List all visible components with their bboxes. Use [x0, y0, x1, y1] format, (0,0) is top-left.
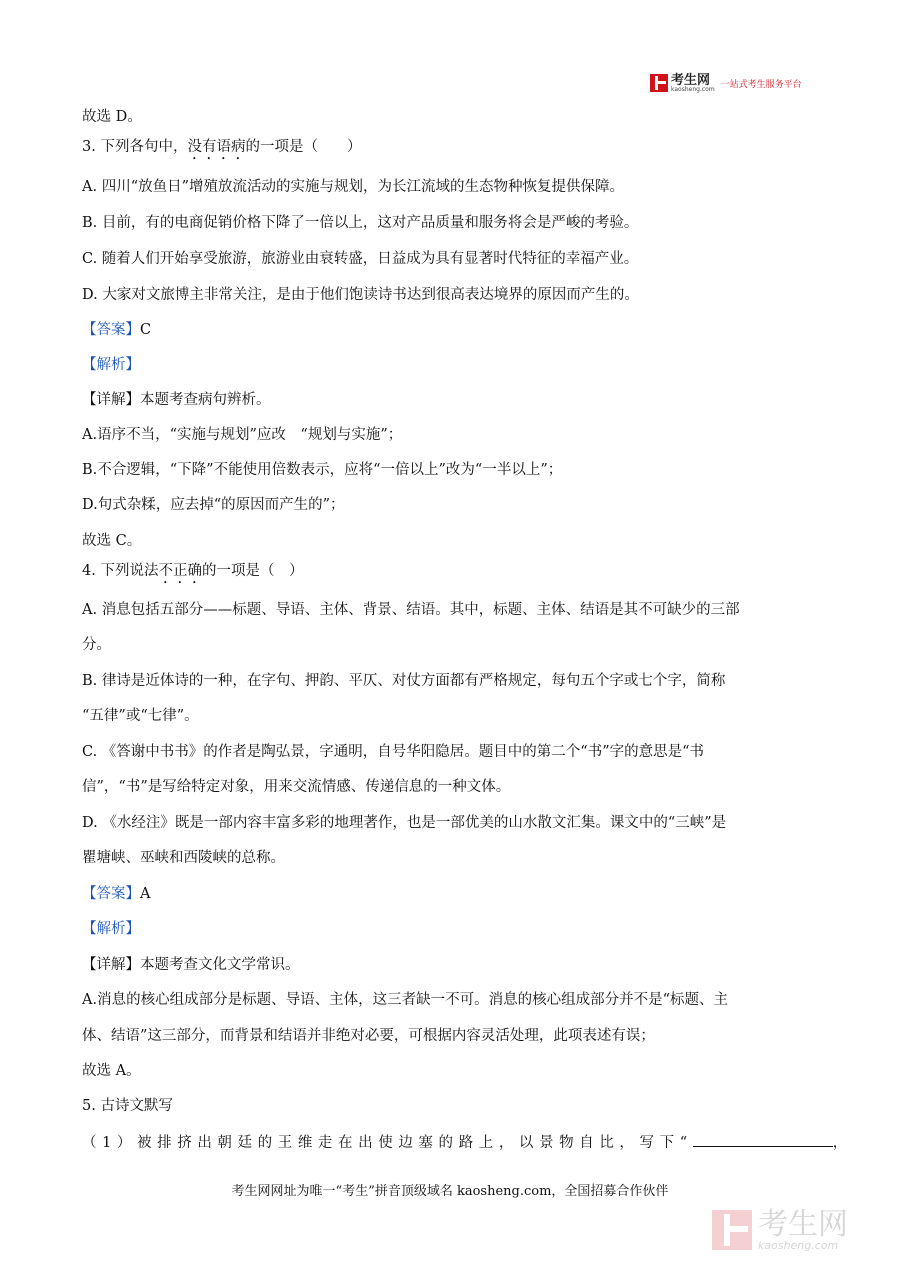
option-a: A. 四川“放鱼日”增殖放流活动的实施与规划，为长江流域的生态物种恢复提供保障。 [82, 179, 625, 195]
option-b-cont: “五律”或“七律”。 [82, 708, 199, 724]
answer-tag: 【答案】 [82, 886, 140, 902]
explanation-d: D.句式杂糅，应去掉“的原因而产生的”； [82, 497, 345, 513]
option-a: A. 消息包括五部分——标题、导语、主体、背景、结语。其中，标题、主体、结语是其不可缺少的三部 [82, 602, 740, 618]
option-d: D. 大家对文旅博主非常关注，是由于他们饱读诗书达到很高表达境界的原因而产生的。 [82, 287, 639, 303]
analysis-tag: 【解析】 [82, 357, 140, 373]
logo-tagline: 一站式考生服务平台 [720, 79, 802, 90]
site-logo [650, 70, 820, 96]
question-text: （1）被排挤出朝廷的王维走在出使边塞的路上，以景物自比，写下“ [82, 1135, 693, 1151]
explanation-a-cont: 体、结语”这三部分，而背景和结语并非绝对必要，可根据内容灵活处理，此项表述有误； [82, 1028, 655, 1044]
answer-blank [693, 1132, 833, 1147]
option-d: D. 《水经注》既是一部内容丰富多彩的地理著作，也是一部优美的山水散文汇集。课文中的“三峡”是 [82, 815, 727, 831]
stem-text: 的一项是（ ） [245, 139, 362, 155]
text-line: 故选 D。 [82, 109, 142, 125]
question-5-1 [82, 1132, 847, 1153]
watermark-logo-icon [712, 1210, 752, 1250]
option-c-cont: 信”，“书”是写给特定对象，用来交流情感、传递信息的一种文体。 [82, 779, 511, 795]
answer-value: C [140, 322, 152, 338]
question-text-end: ， [832, 1135, 848, 1151]
watermark-domain: kaosheng.com [758, 1238, 839, 1252]
logo-name: 考生网 [671, 72, 711, 88]
question-3-stem [82, 137, 361, 163]
option-a-cont: 分。 [82, 637, 111, 653]
option-c: C. 随着人们开始享受旅游，旅游业由衰转盛，日益成为具有显著时代特征的幸福产业。 [82, 251, 639, 267]
logo-icon [650, 74, 668, 92]
question-4-stem [82, 561, 303, 587]
footer-note: 考生网网址为唯一“考生”拼音顶级域名 kaosheng.com，全国招募合作伙伴 [231, 1184, 669, 1199]
option-d-cont: 瞿塘峡、巫峡和西陵峡的总称。 [82, 850, 285, 866]
detail-line: 【详解】本题考查文化文学常识。 [82, 957, 300, 973]
watermark-name: 考生网 [758, 1206, 848, 1242]
detail-line: 【详解】本题考查病句辨析。 [82, 392, 271, 408]
stem-text: 3. 下列各句中， [82, 139, 188, 155]
option-b: B. 律诗是近体诗的一种，在字句、押韵、平仄、对仗方面都有严格规定，每句五个字或七个字，简称 [82, 673, 726, 689]
emphasis-text: 不正确 [158, 563, 202, 579]
logo-domain: kaosheng.com [671, 85, 715, 93]
option-c: C. 《答谢中书书》的作者是陶弘景，字通明，自号华阳隐居。题目中的第二个“书”字的意思是“书 [82, 744, 705, 760]
explanation-b: B.不合逻辑，“下降”不能使用倍数表示，应将“一倍以上”改为“一半以上”； [82, 462, 563, 478]
choose-line: 故选 A。 [82, 1063, 141, 1079]
stem-text: 的一项是（ ） [201, 563, 304, 579]
question-5-title: 5. 古诗文默写 [82, 1098, 173, 1114]
answer-line [82, 884, 150, 904]
emphasis-text: 没有语病 [187, 139, 246, 155]
option-b: B. 目前，有的电商促销价格下降了一倍以上，这对产品质量和服务将会是严峻的考验。 [82, 215, 639, 231]
explanation-a: A.语序不当，“实施与规划”应改 “规划与实施”； [82, 427, 403, 443]
watermark [712, 1200, 882, 1260]
analysis-tag: 【解析】 [82, 921, 140, 937]
answer-value: A [140, 886, 151, 902]
stem-text: 4. 下列说法 [82, 563, 159, 579]
explanation-a: A.消息的核心组成部分是标题、导语、主体，这三者缺一不可。消息的核心组成部分并不是“标题、主 [82, 992, 728, 1008]
answer-line [82, 320, 151, 340]
choose-line: 故选 C。 [82, 533, 142, 549]
answer-tag: 【答案】 [82, 322, 140, 338]
